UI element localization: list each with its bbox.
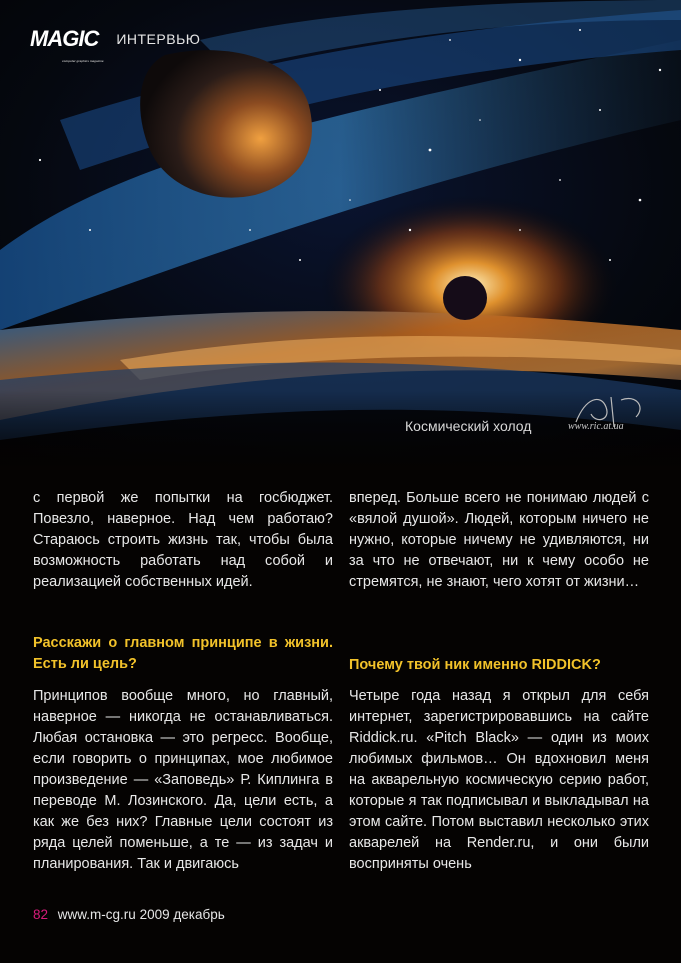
signature-url: www.ric.at.ua xyxy=(568,421,624,432)
right-para-2: Четыре года назад я открыл для себя интернет, зарегистрировавшись на сайте Riddick.ru. «Pitch Black» — один из моих любимых фильмов… Он вдохновил меня на акварельную космическую серию работ, которые я так подписывал и выкладывал на этом сайте. Потом выставил несколько этих акварелей на Render.ru, и они были восприняты очень xyxy=(349,688,649,872)
left-heading-block xyxy=(33,633,333,675)
magazine-logo xyxy=(30,26,104,63)
question-heading-2: Почему твой ник именно RIDDICK? xyxy=(349,657,601,673)
footer-year: 2009 xyxy=(139,907,170,922)
footer-month: декабрь xyxy=(173,907,225,922)
page-footer xyxy=(33,907,225,922)
right-para-1: вперед. Больше всего не понимаю людей с «вялой душой». Людей, которым ничего не нужно, которые ничему не удивляются, ни за что не отвечают, ни к чему особо не стремятся, не знают, чего хотят от жизни… xyxy=(349,490,649,590)
logo-text: MAGIC xyxy=(30,26,99,51)
left-column-para2-block xyxy=(33,686,333,875)
page-header xyxy=(30,26,201,63)
section-label: ИНТЕРВЬЮ xyxy=(116,31,201,47)
logo-subtitle: computer graphics magazine xyxy=(62,59,104,63)
right-heading-block xyxy=(349,655,649,676)
image-caption: Космический холод xyxy=(405,418,532,434)
left-para-2: Принципов вообще много, но главный, наверное — никогда не останавливаться. Любая остановка — это регресс. Вообще, если говорить о принципах, мое любимое произведение — «Заповедь» Р. Киплинга в переводе М. Лозинского. Да, цели есть, а как же без них? Главные цели состоят из ряда целей поменьше, а те — из задач и планирования. Так и двигаюсь xyxy=(33,688,333,872)
right-column-para2-block xyxy=(349,686,649,875)
left-column-para1-block xyxy=(33,488,333,593)
right-column-para1-block xyxy=(349,488,649,593)
left-para-1: с первой же попытки на госбюджет. Повезло, наверное. Над чем работаю? Стараюсь строить жизнь так, чтобы была возможность работать над собой и реализацией собственных идей. xyxy=(33,490,333,590)
footer-site: www.m-cg.ru xyxy=(57,907,136,922)
page-number: 82 xyxy=(33,907,49,922)
question-heading-1: Расскажи о главном принципе в жизни. Есть ли цель? xyxy=(33,635,333,672)
